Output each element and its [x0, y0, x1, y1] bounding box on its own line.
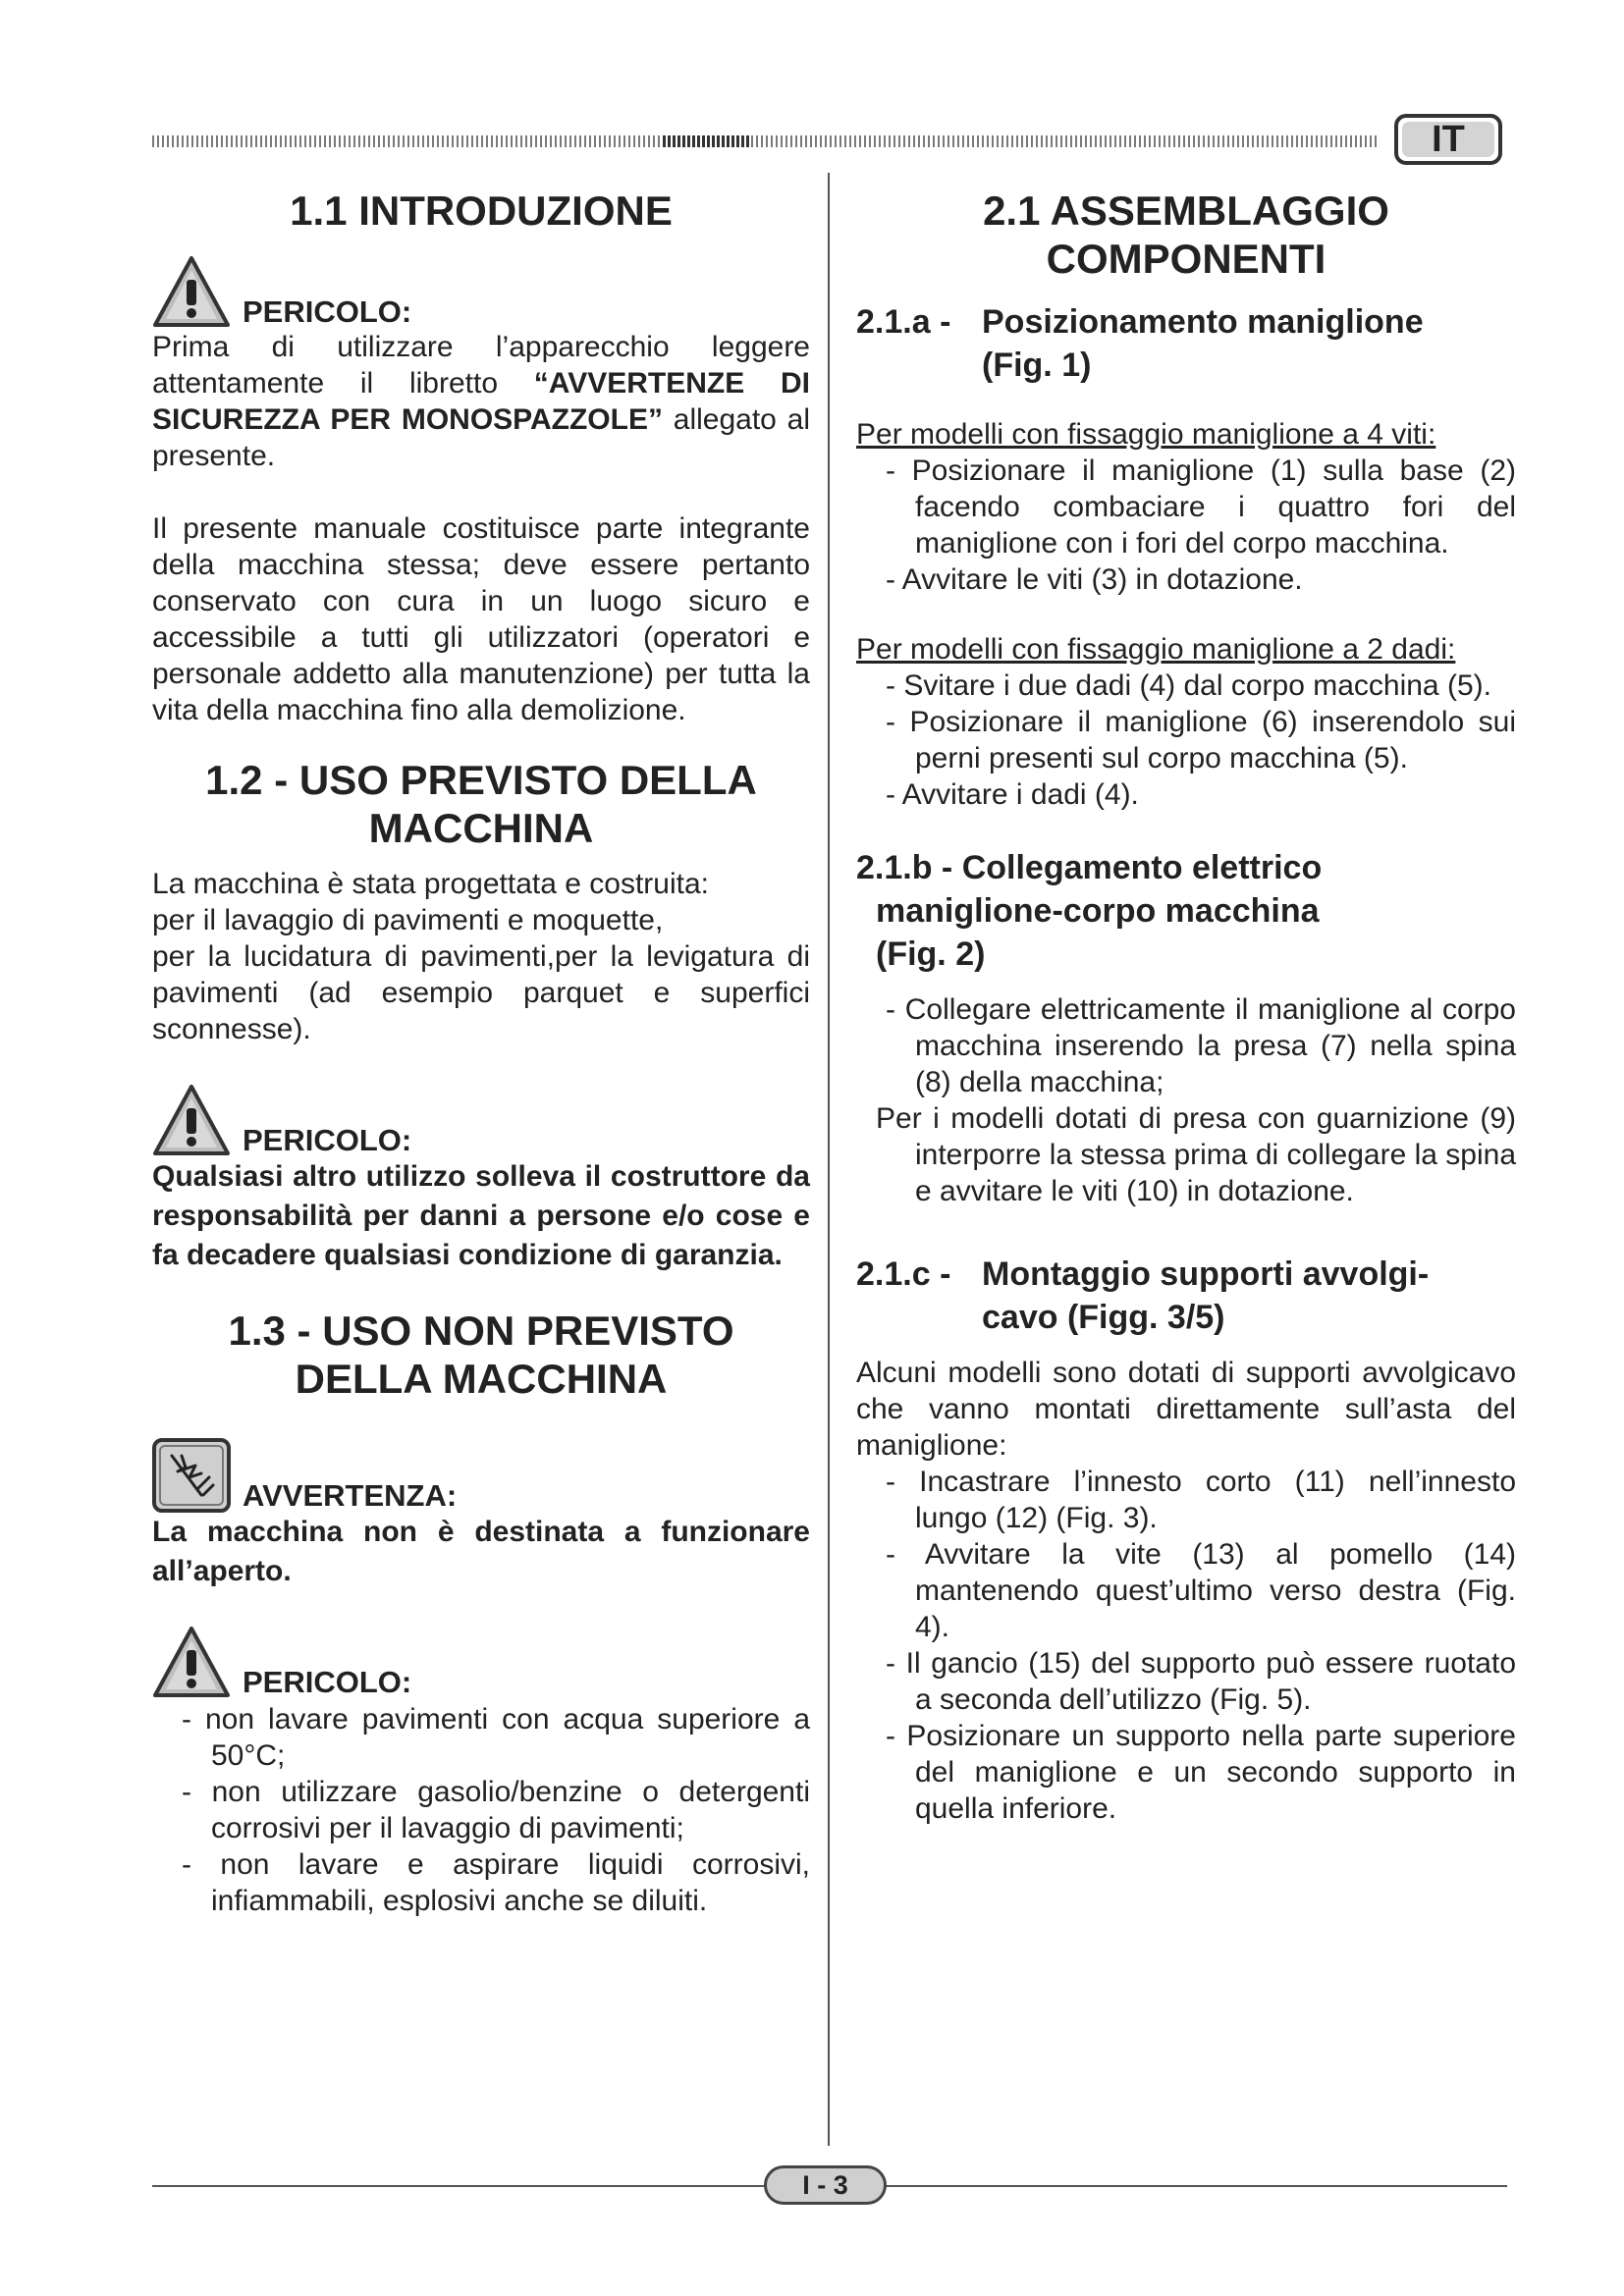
- safety-booklet-title: “AVVERTENZE DI SICUREZZA PER MONOSPAZZOLE”: [152, 367, 810, 436]
- language-badge: [1394, 114, 1502, 165]
- list-item: - non utilizzare gasolio/benzine o detergenti corrosivi per il lavaggio di pavimenti;: [152, 1774, 810, 1846]
- danger-notice-1: [152, 254, 810, 474]
- section-1-1-title: 1.1 INTRODUZIONE: [290, 187, 673, 234]
- section-2-1-title-line-2: COMPONENTI: [1046, 236, 1326, 282]
- section-2-1-a-title: [856, 300, 1516, 387]
- danger-text-part-1: Prima di utilizzare l’apparecchio leggere attentamente il libretto: [152, 331, 810, 400]
- section-2-1-title-line-1: 2.1 ASSEMBLAGGIO: [983, 187, 1389, 234]
- danger-triangle-icon: [152, 1083, 231, 1157]
- subsection-title-line-3: (Fig. 2): [876, 935, 986, 973]
- assembly-2-nuts-list: [856, 667, 1516, 813]
- section-1-3-title-line-2: DELLA MACCHINA: [295, 1356, 668, 1402]
- caution-label: AVVERTENZA:: [243, 1478, 458, 1513]
- list-item: - Incastrare l’innesto corto (11) nell’innesto lungo (12) (Fig. 3).: [856, 1464, 1516, 1536]
- subsection-number: 2.1.b -: [856, 849, 953, 886]
- intended-use-text: [152, 866, 810, 1047]
- column-divider: [828, 173, 830, 2146]
- section-1-2-title-line-1: 1.2 - USO PREVISTO DELLA: [205, 757, 757, 803]
- section-2-1-b-title: [856, 846, 1516, 976]
- section-2-1-c-title: [856, 1253, 1516, 1339]
- danger-text-part-3: allegato al presente.: [152, 403, 810, 472]
- danger-triangle-icon: [152, 1625, 231, 1699]
- list-item: - Avvitare i dadi (4).: [856, 776, 1516, 813]
- intended-use-line-3: per la lucidatura di pavimenti,per la levigatura di pavimenti (ad esempio parquet e superfici sconnesse).: [152, 940, 810, 1045]
- danger-label: PERICOLO:: [243, 1123, 412, 1157]
- subsection-number: 2.1.a -: [856, 303, 951, 341]
- list-item: - Avvitare le viti (3) in dotazione.: [856, 561, 1516, 598]
- section-1-3-title-line-1: 1.3 - USO NON PREVISTO: [228, 1308, 734, 1354]
- right-column: [856, 187, 1516, 1827]
- models-2-nuts-heading: Per modelli con fissaggio maniglione a 2 dadi:: [856, 633, 1456, 666]
- top-rule-accent: [663, 135, 751, 147]
- danger-text: [152, 329, 810, 474]
- list-item: - Collegare elettricamente il maniglione al corpo macchina inserendo la presa (7) nella spina (8) della macchina;: [856, 991, 1516, 1100]
- page-number: I - 3: [764, 2165, 887, 2205]
- list-item: - Posizionare il maniglione (6) inserendolo sui perni presenti sul corpo macchina (5).: [856, 704, 1516, 776]
- section-1-3-title: [152, 1307, 810, 1403]
- subsection-title-line-2: maniglione-corpo macchina: [876, 892, 1320, 930]
- danger-label: PERICOLO:: [243, 294, 412, 329]
- assembly-4-screws-list: [856, 453, 1516, 598]
- gasket-note: Per i modelli dotati di presa con guarnizione (9) interporre la stessa prima di collegare la spina e avvitare le viti (10) in dotazione.: [876, 1102, 1516, 1207]
- subsection-title-line-2: cavo (Figg. 3/5): [982, 1299, 1225, 1336]
- caution-notice: [152, 1438, 810, 1591]
- danger-triangle-icon: [152, 254, 231, 329]
- subsection-title-line-1: Montaggio supporti avvolgi-: [982, 1255, 1430, 1293]
- list-item: - non lavare e aspirare liquidi corrosivi, infiammabili, esplosivi anche se diluiti.: [152, 1846, 810, 1919]
- models-4-screws-heading: Per modelli con fissaggio maniglione a 4 viti:: [856, 418, 1436, 451]
- intended-use-line-1: La macchina è stata progettata e costruita:: [152, 868, 709, 900]
- danger-label: PERICOLO:: [243, 1665, 412, 1699]
- intended-use-line-2: per il lavaggio di pavimenti e moquette,: [152, 904, 664, 936]
- subsection-title-line-1: Posizionamento maniglione: [982, 303, 1424, 341]
- top-decorative-rule: [152, 135, 1378, 147]
- list-item: - non lavare pavimenti con acqua superiore a 50°C;: [152, 1701, 810, 1774]
- subsection-number: 2.1.c -: [856, 1255, 951, 1293]
- section-1-2-title-line-2: MACCHINA: [368, 805, 594, 851]
- cable-support-list: [856, 1464, 1516, 1827]
- caution-text: La macchina non è destinata a funzionare all’aperto.: [152, 1516, 810, 1587]
- section-1-2-title: [152, 756, 810, 852]
- section-2-1-title: [856, 187, 1516, 283]
- list-item: - Il gancio (15) del supporto può essere ruotato a seconda dell’utilizzo (Fig. 5).: [856, 1645, 1516, 1718]
- caution-icon: [152, 1438, 231, 1513]
- list-item: - Avvitare la vite (13) al pomello (14) mantenendo quest’ultimo verso destra (Fig. 4).: [856, 1536, 1516, 1645]
- language-code: IT: [1402, 122, 1494, 157]
- danger-text: Qualsiasi altro utilizzo solleva il costruttore da responsabilità per danni a persone e/o cose e fa decadere qualsiasi condizione di garanzia.: [152, 1160, 810, 1271]
- intro-paragraph: Il presente manuale costituisce parte integrante della macchina stessa; deve essere pertanto conservato con cura in un luogo sicuro e accessibile a tutti gli utilizzatori (operatori e personale addetto alla manutenzione) per tutta la vita della macchina fino alla demolizione.: [152, 512, 810, 726]
- subsection-title-line-2: (Fig. 1): [982, 347, 1092, 384]
- cable-support-intro: Alcuni modelli sono dotati di supporti avvolgicavo che vanno montati direttamente sull’asta del maniglione:: [856, 1357, 1516, 1462]
- electrical-connection-list: [856, 991, 1516, 1100]
- list-item: - Posizionare un supporto nella parte superiore del maniglione e un secondo supporto in quella inferiore.: [856, 1718, 1516, 1827]
- left-column: [152, 187, 810, 1919]
- prohibited-uses-list: [152, 1701, 810, 1919]
- danger-notice-3: [152, 1625, 810, 1919]
- list-item: - Svitare i due dadi (4) dal corpo macchina (5).: [856, 667, 1516, 704]
- list-item: - Posizionare il maniglione (1) sulla base (2) facendo combaciare i quattro fori del maniglione con i fori del corpo macchina.: [856, 453, 1516, 561]
- subsection-title-line-1: Collegamento elettrico: [961, 849, 1323, 886]
- danger-notice-2: [152, 1083, 810, 1275]
